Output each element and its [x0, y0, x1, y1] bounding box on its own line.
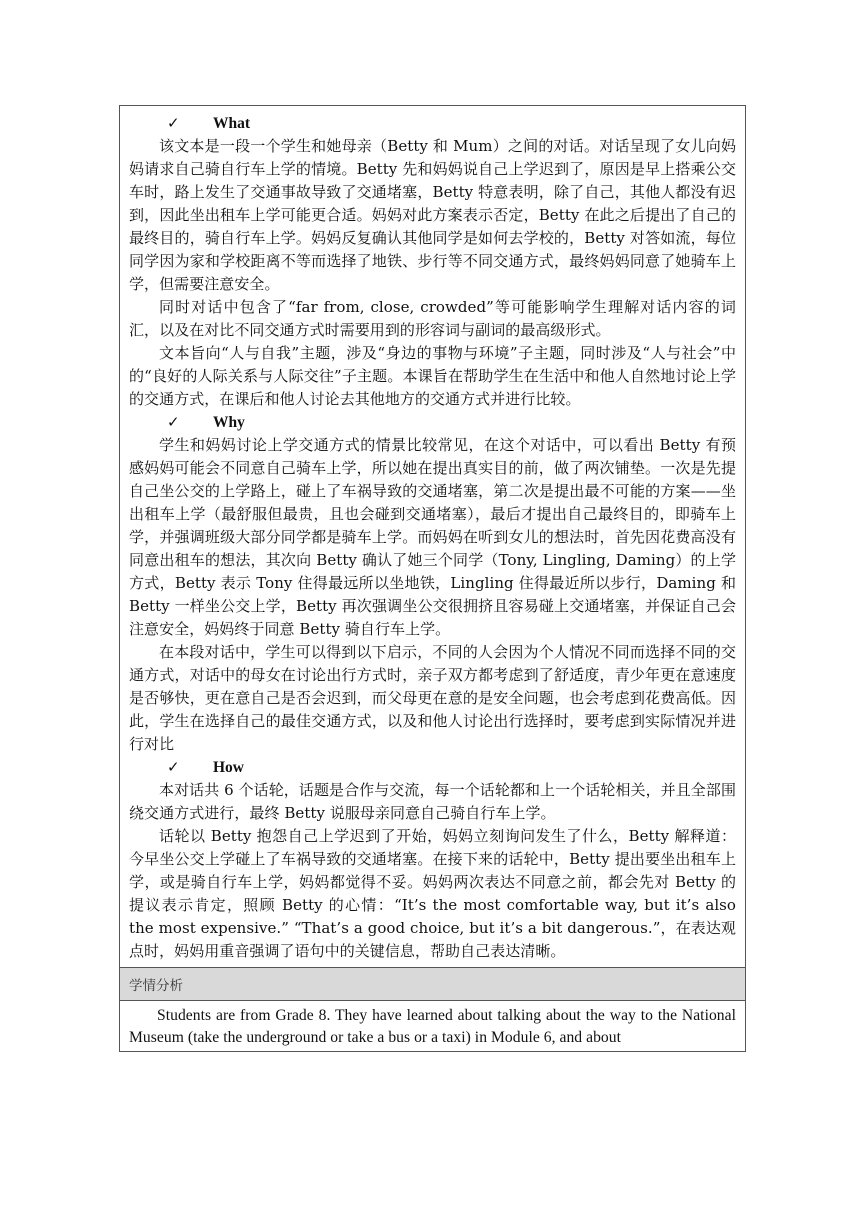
lesson-analysis-table: [119, 105, 746, 1052]
check-mark-icon: ✓: [167, 415, 180, 431]
what-heading-row: [167, 112, 736, 135]
check-mark-icon: ✓: [167, 116, 180, 132]
why-heading-row: [167, 411, 736, 434]
why-paragraph-1: 学生和妈妈讨论上学交通方式的情景比较常见，在这个对话中，可以看出 Betty 有预感妈妈可能会不同意自己骑车上学，所以她在提出真实目的前，做了两次铺垫。一次是先提自己坐公交的上学路上，碰上了车祸导致的交通堵塞，第二次是提出最不可能的方案——坐出租车上学（最舒服但最贵，且也会碰到交通堵塞），最后才提出自己最终目的，即骑车上学，并强调班级大部分同学都是骑车上学。而妈妈在听到女儿的想法时，首先因花费高没有同意出租车的想法，其次向 Betty 确认了她三个同学（Tony, Lingling, Daming）的上学方式，Betty 表示 Tony 住得最远所以坐地铁，Lingling 住得最近所以步行，Daming 和 Betty 一样坐公交上学，Betty 再次强调坐公交很拥挤且容易碰上交通堵塞，并保证自己会注意安全，妈妈终于同意 Betty 骑自行车上学。: [129, 436, 736, 638]
student-analysis-cell: [120, 1001, 745, 1051]
section-header-student-analysis: 学情分析: [120, 967, 745, 1001]
what-paragraph-1: 该文本是一段一个学生和她母亲（Betty 和 Mum）之间的对话。对话呈现了女儿向妈妈请求自己骑自行车上学的情境。Betty 先和妈妈说自己上学迟到了，原因是早上搭乘公交车时，路上发生了交通事故导致了交通堵塞，Betty 特意表明，除了自己，其他人都没有迟到，因此坐出租车上学可能更合适。妈妈对此方案表示否定，Betty 在此之后提出了自己的最终目的，骑自行车上学。妈妈反复确认其他同学是如何去学校的，Betty 对答如流，每位同学因为家和学校距离不等而选择了地铁、步行等不同交通方式，最终妈妈同意了她骑车上学，但需要注意安全。: [129, 137, 736, 293]
why-heading: Why: [213, 413, 245, 431]
how-paragraph-2: 话轮以 Betty 抱怨自己上学迟到了开始，妈妈立刻询问发生了什么，Betty 解释道：今早坐公交上学碰上了车祸导致的交通堵塞。在接下来的话轮中，Betty 提出要坐出租车上学，或是骑自行车上学，妈妈都觉得不妥。妈妈两次表达不同意之前，都会先对 Betty 的提议表示肯定，照顾 Betty 的心情：“It’s the most comfortable way, but it’s also the most expensive.” “That’s a good choice, but it’s a bit dangerous.”，在表达观点时，妈妈用重音强调了语句中的关键信息，帮助自己表达清晰。: [129, 827, 736, 960]
how-heading: How: [213, 758, 244, 776]
check-mark-icon: ✓: [167, 760, 180, 776]
what-heading: What: [213, 114, 251, 132]
what-paragraph-2: 同时对话中包含了“far from, close, crowded”等可能影响学生理解对话内容的词汇，以及在对比不同交通方式时需要用到的形容词与副词的最高级形式。: [129, 298, 736, 339]
how-paragraph-1: 本对话共 6 个话轮，话题是合作与交流，每一个话轮都和上一个话轮相关，并且全部围绕交通方式进行，最终 Betty 说服母亲同意自己骑自行车上学。: [129, 781, 736, 822]
text-analysis-cell: [120, 106, 745, 967]
student-analysis-paragraph: Students are from Grade 8. They have learned about talking about the way to the National Museum (take the underground or take a bus or a taxi) in Module 6, and about: [129, 1007, 736, 1046]
why-paragraph-2: 在本段对话中，学生可以得到以下启示，不同的人会因为个人情况不同而选择不同的交通方式，对话中的母女在讨论出行方式时，亲子双方都考虑到了舒适度，青少年更在意速度是否够快，更在意自己是否会迟到，而父母更在意的是安全问题，也会考虑到花费高低。因此，学生在选择自己的最佳交通方式，以及和他人讨论出行选择时，要考虑到实际情况并进行对比: [129, 643, 736, 753]
what-paragraph-3: 文本旨向“人与自我”主题，涉及“身边的事物与环境”子主题，同时涉及“人与社会”中的“良好的人际关系与人际交往”子主题。本课旨在帮助学生在生活中和他人自然地讨论上学的交通方式，在课后和他人讨论去其他地方的交通方式并进行比较。: [129, 344, 736, 408]
how-heading-row: [167, 756, 736, 779]
